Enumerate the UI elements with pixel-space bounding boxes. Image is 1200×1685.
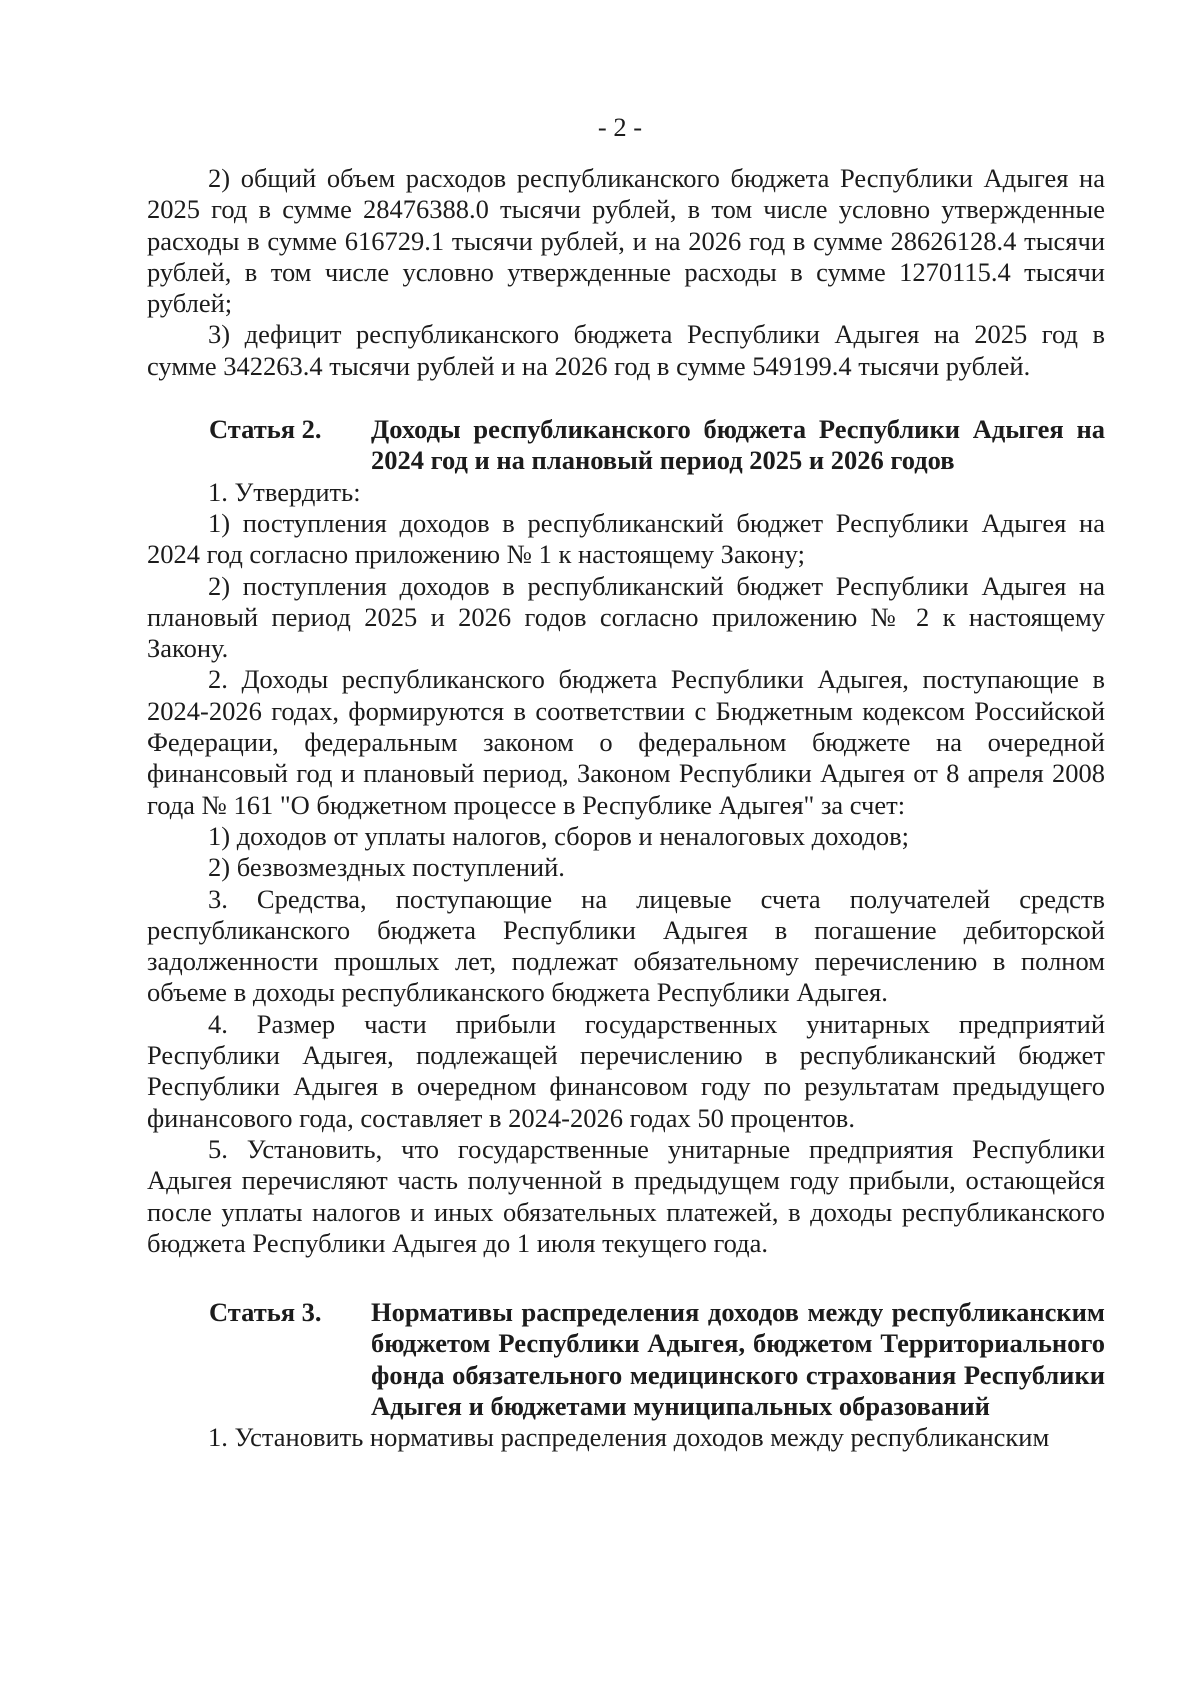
paragraph: 3) дефицит республиканского бюджета Республики Адыгея на 2025 год в сумме 342263.4 тысячи рублей и на 2026 год в сумме 549199.4 тысячи рублей.	[147, 319, 1105, 381]
paragraph: 2) общий объем расходов республиканского бюджета Республики Адыгея на 2025 год в сумме 28476388.0 тысячи рублей, в том числе условно утвержденные расходы в сумме 616729.1 тысячи рублей, и на 2026 год в сумме 28626128.4 тысячи рублей, в том числе условно утвержденные расходы в сумме 1270115.4 тысячи рублей;	[147, 163, 1105, 319]
paragraph: 1. Утвердить:	[208, 476, 361, 507]
page-number: - 2 -	[597, 112, 643, 142]
paragraph: 1) поступления доходов в республиканский бюджет Республики Адыгея на 2024 год согласно приложению № 1 к настоящему Закону;	[147, 507, 1105, 570]
document-body	[147, 163, 1105, 1454]
paragraph: 1) доходов от уплаты налогов, сборов и неналоговых доходов;	[208, 820, 910, 851]
article-3-heading	[147, 1297, 1105, 1422]
article-number: Статья 2.	[209, 414, 322, 445]
paragraph: 2) поступления доходов в республиканский бюджет Республики Адыгея на плановый период 2025 и 2026 годов согласно приложению № 2 к настоящему Закону.	[147, 570, 1105, 664]
paragraph: 1. Установить нормативы распределения доходов между республиканским	[208, 1422, 1050, 1453]
paragraph: 4. Размер части прибыли государственных унитарных предприятий Республики Адыгея, подлежащей перечислению в республиканский бюджет Республики Адыгея в очередном финансовом году по результатам предыдущего финансового года, составляет в 2024-2026 годах 50 процентов.	[147, 1008, 1105, 1133]
paragraph: 3. Средства, поступающие на лицевые счета получателей средств республиканского бюджета Республики Адыгея в погашение дебиторской задолженности прошлых лет, подлежат обязательному перечислению в полном объеме в доходы республиканского бюджета Республики Адыгея.	[147, 883, 1105, 1008]
paragraph: 5. Установить, что государственные унитарные предприятия Республики Адыгея перечисляют часть полученной в предыдущем году прибыли, остающейся после уплаты налогов и иных обязательных платежей, в доходы республиканского бюджета Республики Адыгея до 1 июля текущего года.	[147, 1133, 1105, 1258]
article-title: Нормативы распределения доходов между республиканским бюджетом Республики Адыгея, бюджетом Территориального фонда обязательного медицинского страхования Республики Адыгея и бюджетами муниципальных образований	[371, 1297, 1105, 1421]
spacer	[147, 1259, 1105, 1297]
article-2-heading	[147, 414, 1105, 477]
article-title: Доходы республиканского бюджета Республики Адыгея на 2024 год и на плановый период 2025 и 2026 годов	[371, 414, 1105, 476]
article-number: Статья 3.	[209, 1297, 322, 1328]
spacer	[147, 382, 1105, 414]
paragraph: 2) безвозмездных поступлений.	[208, 852, 565, 883]
paragraph: 2. Доходы республиканского бюджета Республики Адыгея, поступающие в 2024-2026 годах, формируются в соответствии с Бюджетным кодексом Российской Федерации, федеральным законом о федеральном бюджете на очередной финансовый год и плановый период, Законом Республики Адыгея от 8 апреля 2008 года № 161 "О бюджетном процессе в Республике Адыгея" за счет:	[147, 664, 1105, 820]
